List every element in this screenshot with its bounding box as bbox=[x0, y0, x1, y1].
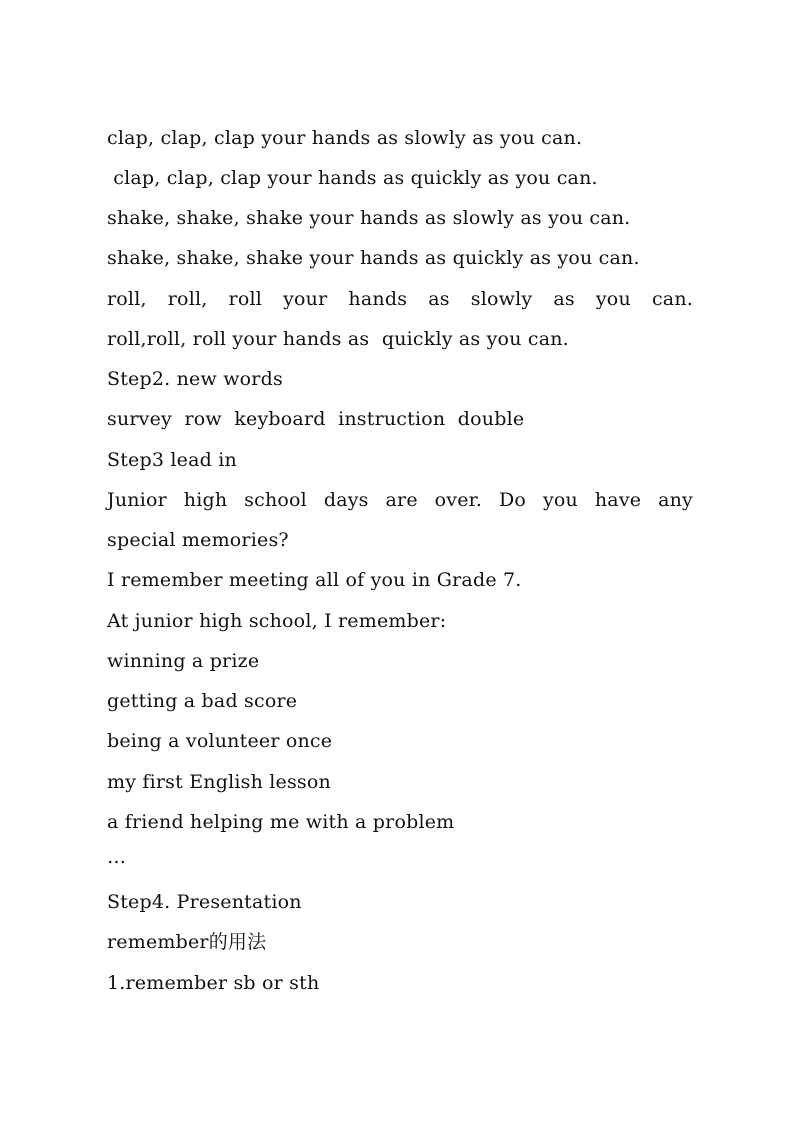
lead-in-question-line2: special memories? bbox=[107, 529, 289, 551]
step3-heading: Step3 lead in bbox=[107, 449, 237, 471]
memory-item: being a volunteer once bbox=[107, 730, 333, 752]
text-line-roll-quickly: roll,roll, roll your hands as quickly as you can. bbox=[107, 328, 569, 350]
remember-grade7-line: I remember meeting all of you in Grade 7. bbox=[107, 569, 522, 591]
text-line-clap-slowly: clap, clap, clap your hands as slowly as you can. bbox=[107, 127, 583, 149]
remember-usage-heading: remember的用法 bbox=[107, 931, 267, 953]
step4-heading: Step4. Presentation bbox=[107, 891, 302, 913]
memory-item: my first English lesson bbox=[107, 771, 331, 793]
text-line-clap-quickly: clap, clap, clap your hands as quickly as you can. bbox=[107, 167, 598, 189]
lead-in-question-line1: Junior high school days are over. Do you have any bbox=[107, 489, 693, 511]
step2-heading: Step2. new words bbox=[107, 368, 283, 390]
memory-item: winning a prize bbox=[107, 650, 260, 672]
text-line-shake-quickly: shake, shake, shake your hands as quickly as you can. bbox=[107, 247, 640, 269]
memory-item: getting a bad score bbox=[107, 690, 298, 712]
memory-item: a friend helping me with a problem bbox=[107, 811, 455, 833]
remember-intro-line: At junior high school, I remember: bbox=[107, 610, 447, 632]
ellipsis: … bbox=[107, 846, 127, 868]
remember-usage-item1: 1.remember sb or sth bbox=[107, 972, 320, 994]
text-line-roll-slowly: roll, roll, roll your hands as slowly as you can. bbox=[107, 288, 693, 310]
new-words-list: survey row keyboard instruction double bbox=[107, 408, 525, 430]
text-line-shake-slowly: shake, shake, shake your hands as slowly as you can. bbox=[107, 207, 631, 229]
